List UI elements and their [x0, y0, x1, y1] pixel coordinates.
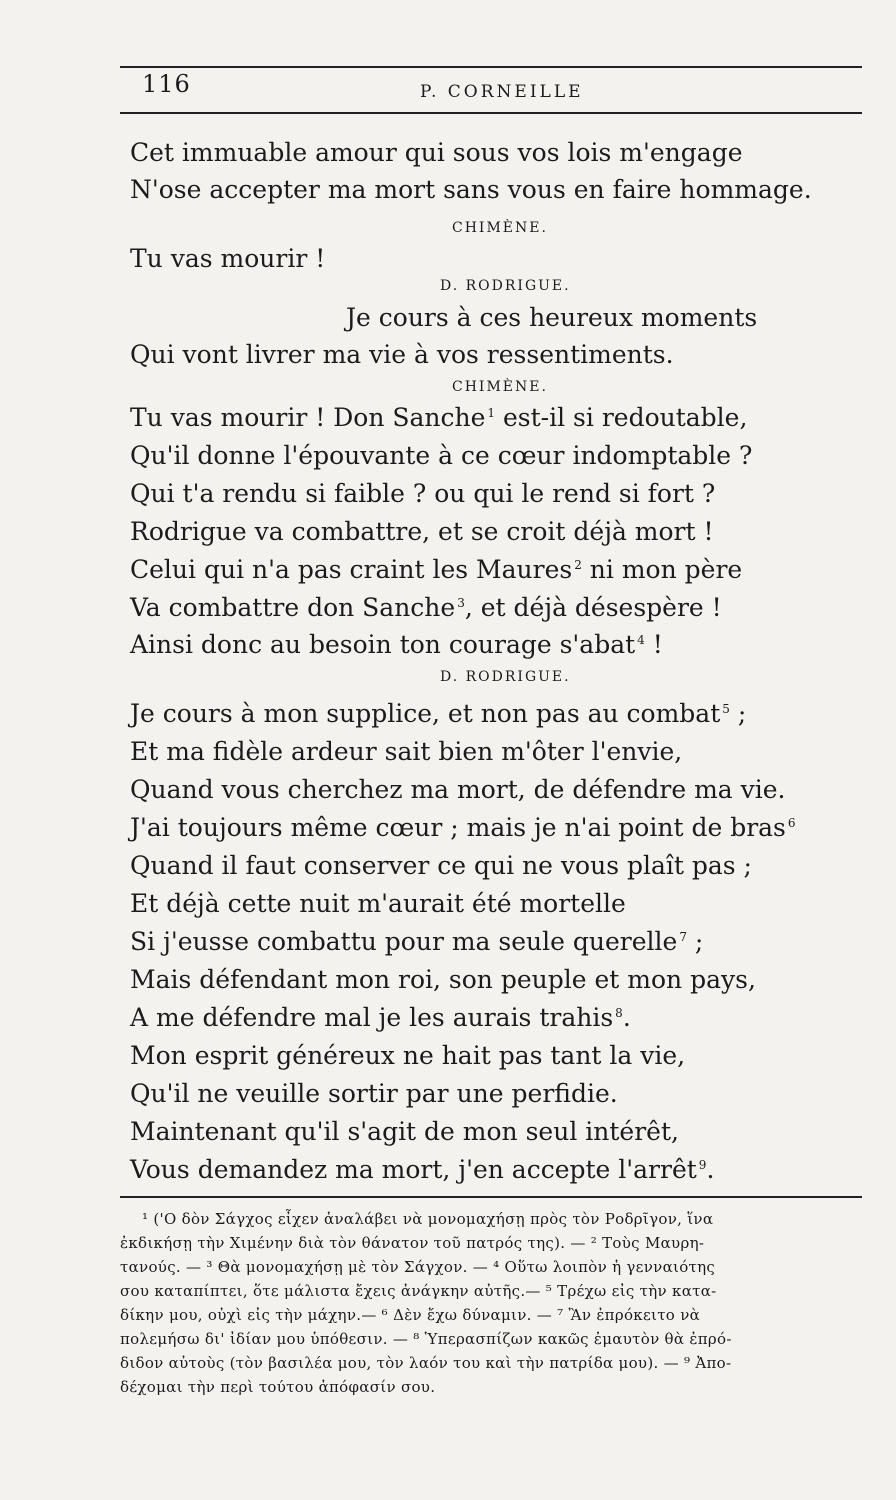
verse-line	[130, 342, 674, 367]
verse-line-text: Qui vont livrer ma vie à vos ressentiments.	[130, 340, 674, 369]
footnote-rule	[120, 1196, 862, 1198]
verse-line	[130, 481, 715, 506]
verse-line	[130, 519, 714, 544]
verse-line-rest: !	[644, 630, 663, 659]
verse-line-text: Vous demandez ma mort, j'en accepte l'arrêt	[130, 1155, 697, 1184]
verse-line-rest: ;	[686, 927, 704, 956]
verse-line-text: Celui qui n'a pas craint les Maures	[130, 555, 573, 584]
verse-line	[130, 595, 722, 620]
footnote-line: διδον αὐτοὺς (τὸν βασιλέα μου, τὸν λαόν του καὶ τὴν πατρίδα μου). — ⁹ Ἀπο-	[120, 1354, 732, 1372]
footnote-line: ¹ ('Ο δὸν Σάγχος εἶχεν ἀναλάβει νὰ μονομαχήσῃ πρὸς τὸν Ροδρῖγον, ἵνα	[142, 1210, 714, 1228]
speaker-label: CHIMÈNE.	[452, 220, 548, 236]
verse-line	[130, 891, 626, 916]
verse-line-text: Et ma fidèle ardeur sait bien m'ôter l'envie,	[130, 737, 683, 766]
verse-line-text: Qu'il donne l'épouvante à ce cœur indomptable ?	[130, 441, 753, 470]
footnote-marker: 2	[574, 557, 582, 572]
verse-line	[130, 701, 746, 726]
footnote-line: δέχομαι τὴν περὶ τούτου ἀπόφασίν σου.	[120, 1378, 436, 1396]
footnote-line: δίκην μου, οὐχὶ εἰς τὴν μάχην.— ⁶ Δὲν ἔχω δύναμιν. — ⁷ Ἂν ἐπρόκειτο νὰ	[120, 1306, 701, 1324]
verse-line-text: Mais défendant mon roi, son peuple et mon pays,	[130, 965, 756, 994]
footnote-marker: 6	[787, 815, 796, 830]
verse-line	[346, 305, 757, 330]
footnote-marker: 9	[698, 1157, 707, 1172]
verse-line	[130, 967, 756, 992]
verse-line	[130, 739, 682, 764]
page-header	[130, 70, 860, 106]
top-rule	[120, 66, 862, 68]
verse-line-text: Va combattre don Sanche	[130, 593, 456, 622]
running-head: P. CORNEILLE	[420, 82, 584, 102]
footnote-marker: 5	[722, 701, 730, 716]
verse-line-rest: ;	[729, 699, 747, 728]
verse-line-rest: .	[622, 1003, 631, 1032]
verse-line	[130, 1119, 679, 1144]
page-number: 116	[142, 70, 191, 98]
verse-line-text: N'ose accepter ma mort sans vous en faire hommage.	[130, 175, 812, 204]
verse-line-text: Je cours à mon supplice, et non pas au combat	[130, 699, 721, 728]
speaker-name	[452, 221, 548, 235]
verse-line-text: Ainsi donc au besoin ton courage s'abat	[130, 630, 636, 659]
footnote-line: τανούς. — ³ Θὰ μονομαχήσῃ μὲ τὸν Σάγχον. — ⁴ Οὕτω λοιπὸν ἡ γενναιότης	[120, 1258, 716, 1276]
speaker-name	[440, 279, 571, 293]
verse-line-text: Rodrigue va combattre, et se croit déjà mort !	[130, 517, 714, 546]
verse-line	[130, 1081, 618, 1106]
verse-line	[130, 632, 663, 657]
footnote-line: πολεμήσω δι' ἰδίαν μου ὑπόθεσιν. — ⁸ Ὑπερασπίζων κακῶς ἐμαυτὸν θὰ ἐπρό-	[120, 1330, 732, 1348]
verse-line	[130, 1005, 631, 1030]
verse-line-rest: , et déjà désespère !	[464, 593, 722, 622]
verse-line-text: Et déjà cette nuit m'aurait été mortelle	[130, 889, 626, 918]
verse-line-rest: est-il si redoutable,	[495, 403, 748, 432]
speaker-label: D. RODRIGUE.	[440, 669, 571, 685]
verse-line-text: Maintenant qu'il s'agit de mon seul intérêt,	[130, 1117, 679, 1146]
verse-line-text: Quand vous cherchez ma mort, de défendre ma vie.	[130, 775, 786, 804]
footnote-marker: 7	[679, 929, 687, 944]
verse-line-text: Mon esprit généreux ne hait pas tant la vie,	[130, 1041, 686, 1070]
header-rule	[120, 112, 862, 114]
verse-line	[130, 557, 742, 582]
verse-line	[130, 777, 785, 802]
verse-line-rest: .	[706, 1155, 715, 1184]
verse-line	[130, 246, 325, 271]
verse-line-text: Tu vas mourir !	[130, 244, 326, 273]
footnote-marker: 8	[615, 1005, 623, 1020]
verse-line-text: Quand il faut conserver ce qui ne vous plaît pas ;	[130, 851, 752, 880]
verse-line	[130, 177, 812, 202]
verse-line-text: A me défendre mal je les aurais trahis	[130, 1003, 614, 1032]
speaker-label: D. RODRIGUE.	[440, 278, 571, 294]
verse-line	[130, 1043, 685, 1068]
speaker-name	[452, 380, 548, 394]
verse-line-text: J'ai toujours même cœur ; mais je n'ai point de bras	[130, 813, 786, 842]
verse-line	[130, 815, 796, 840]
footnote-marker: 1	[487, 405, 496, 420]
verse-line	[130, 140, 743, 165]
footnote-marker: 3	[457, 595, 465, 610]
footnote-marker: 4	[637, 632, 645, 647]
verse-line-rest: ni mon père	[581, 555, 743, 584]
verse-line-text: Je cours à ces heureux moments	[346, 303, 758, 332]
speaker-label: CHIMÈNE.	[452, 379, 548, 395]
verse-line-text: Tu vas mourir ! Don Sanche	[130, 403, 486, 432]
verse-line-text: Cet immuable amour qui sous vos lois m'engage	[130, 138, 743, 167]
verse-line	[130, 929, 703, 954]
verse-line	[130, 443, 752, 468]
footnote-line: ἐκδικήσῃ τὴν Χιμένην διὰ τὸν θάνατον τοῦ πατρός της). — ² Τοὺς Μαυρη-	[120, 1234, 705, 1252]
verse-line-text: Si j'eusse combattu pour ma seule querelle	[130, 927, 678, 956]
verse-line	[130, 1157, 714, 1182]
verse-line	[130, 405, 747, 430]
speaker-name	[440, 670, 571, 684]
verse-line-text: Qui t'a rendu si faible ? ou qui le rend si fort ?	[130, 479, 716, 508]
verse-line	[130, 853, 752, 878]
footnote-line: σου καταπίπτει, ὅτε μάλιστα ἔχεις ἀνάγκην αὐτῆς.— ⁵ Τρέχω εἰς τὴν κατα-	[120, 1282, 717, 1300]
verse-line-text: Qu'il ne veuille sortir par une perfidie.	[130, 1079, 618, 1108]
